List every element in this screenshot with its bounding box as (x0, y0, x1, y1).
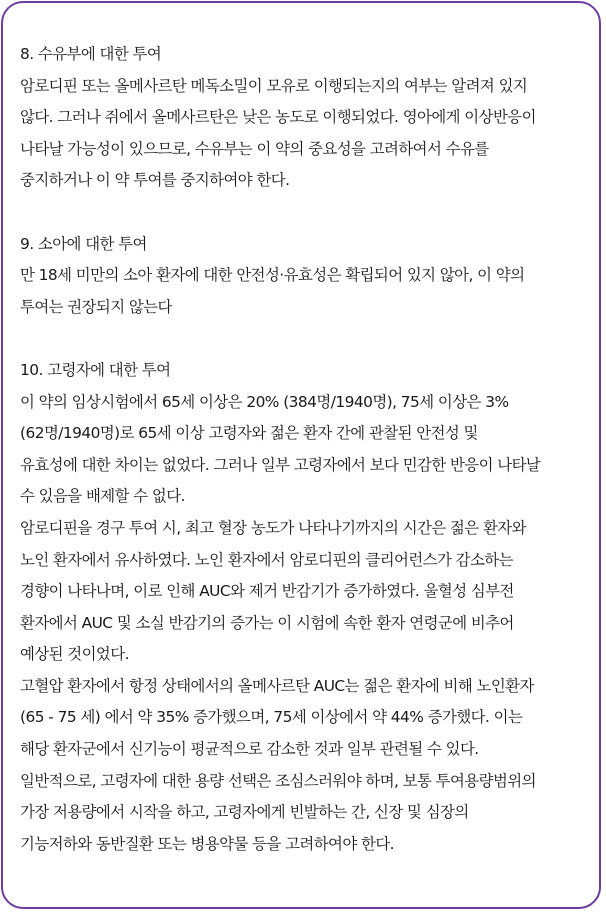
section-heading: 8. 수유부에 대한 투여 (20, 45, 162, 63)
paragraph-line: 유효성에 대한 차이는 없었다. 그러나 일부 고령자에서 보다 민감한 반응이 나타날 (20, 455, 541, 474)
paragraph-line: 기능저하와 동반질환 또는 병용약물 등을 고려하여야 한다. (20, 834, 395, 853)
paragraph-line: 해당 환자군에서 신기능이 평균적으로 감소한 것과 일부 관련될 수 있다. (20, 740, 479, 759)
section-spacer (20, 323, 595, 355)
paragraph-line: 투여는 권장되지 않는다 (20, 297, 172, 316)
paragraph-line: 가장 저용량에서 시작을 하고, 고령자에게 빈발하는 간, 신장 및 심장의 (20, 803, 469, 822)
section-heading: 10. 고령자에 대한 투여 (20, 360, 171, 379)
paragraph-line: 노인 환자에서 유사하였다. 노인 환자에서 암로디핀의 클리어런스가 감소하는 (20, 550, 513, 569)
paragraph-line: (65 - 75 세) 에서 약 35% 증가했으며, 75세 이상에서 약 44% 증가했다. 이는 (20, 708, 523, 727)
paragraph-line: 일반적으로, 고령자에 대한 용량 선택은 조심스러워야 하며, 보통 투여용량범위의 (20, 771, 536, 790)
paragraph-line: 수 있음을 배제할 수 없다. (20, 487, 185, 506)
section-nursing (20, 39, 595, 197)
paragraph-line: 이 약의 임상시험에서 65세 이상은 20% (384명/1940명), 75세 이상은 3% (20, 392, 509, 411)
section-elderly (20, 355, 595, 861)
paragraph-line: 만 18세 미만의 소아 환자에 대한 안전성·유효성은 확립되어 있지 않아, 이 약의 (20, 266, 525, 285)
paragraph-line: 암로디핀을 경구 투여 시, 최고 혈장 농도가 나타나기까지의 시간은 젊은 환자와 (20, 518, 526, 537)
paragraph-line: 환자에서 AUC 및 소실 반감기의 증가는 이 시험에 속한 환자 연령군에 비추어 (20, 613, 514, 632)
paragraph-line: 경향이 나타나며, 이로 인해 AUC와 제거 반감기가 증가하였다. 울혈성 심부전 (20, 582, 514, 601)
paragraph-line: 암로디핀 또는 올메사르탄 메독소밀이 모유로 이행되는지의 여부는 알려져 있지 (20, 76, 528, 95)
paragraph-line: 예상된 것이었다. (20, 645, 129, 664)
paragraph-line: 고혈압 환자에서 항정 상태에서의 올메사르탄 AUC는 젊은 환자에 비해 노인환자 (20, 676, 534, 695)
paragraph-line: 않다. 그러나 쥐에서 올메사르탄은 낮은 농도로 이행되었다. 영아에게 이상반응이 (20, 108, 536, 127)
paragraph-line: (62명/1940명)로 65세 이상 고령자와 젊은 환자 간에 관찰된 안전성 및 (20, 424, 478, 443)
section-heading: 9. 소아에 대한 투여 (20, 234, 147, 253)
paragraph-line: 중지하거나 이 약 투여를 중지하여야 한다. (20, 171, 290, 190)
document-content (20, 39, 595, 860)
section-pediatric (20, 229, 595, 324)
section-spacer (20, 197, 595, 229)
document-card (1, 1, 601, 909)
paragraph-line: 나타날 가능성이 있으므로, 수유부는 이 약의 중요성을 고려하여서 수유를 (20, 139, 489, 158)
